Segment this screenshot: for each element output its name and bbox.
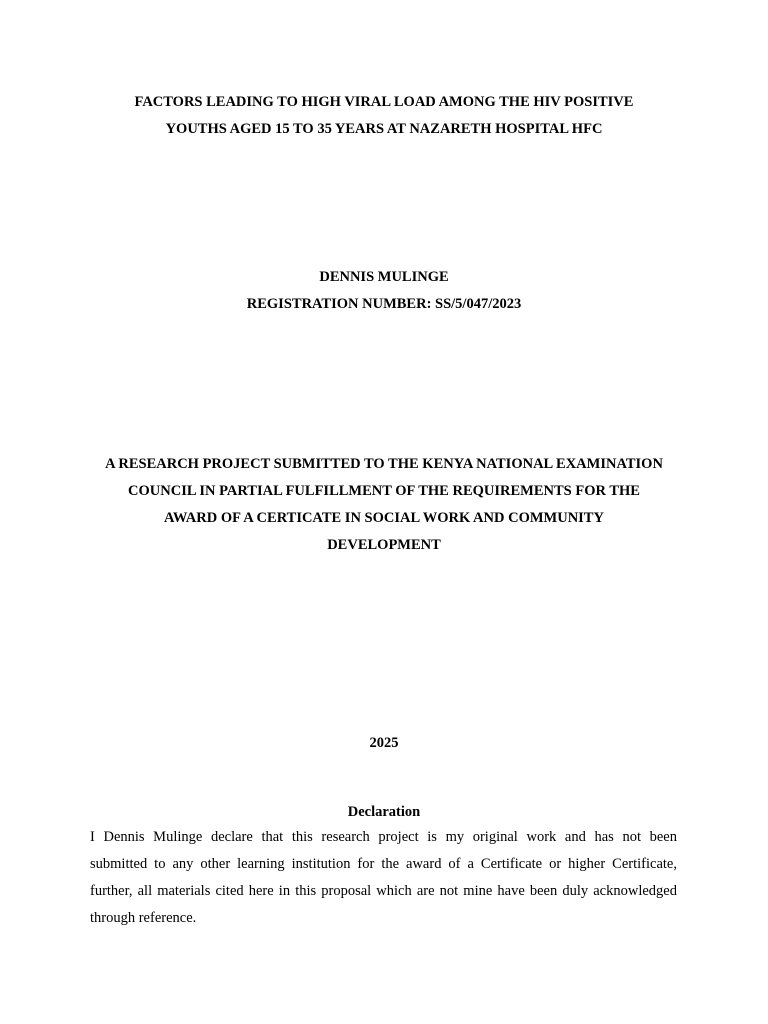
declaration-heading bbox=[90, 799, 678, 826]
title-line: FACTORS LEADING TO HIGH VIRAL LOAD AMONG THE HIV POSITIVE bbox=[134, 94, 634, 110]
declaration-line: I Dennis Mulinge declare that this research project is my original work and has not been bbox=[90, 829, 677, 845]
submission-line: COUNCIL IN PARTIAL FULFILLMENT OF THE REQUIREMENTS FOR THE bbox=[128, 483, 640, 499]
submission-line: A RESEARCH PROJECT SUBMITTED TO THE KENYA NATIONAL EXAMINATION bbox=[105, 456, 663, 472]
year-text: 2025 bbox=[369, 735, 399, 751]
submission-statement bbox=[90, 451, 678, 559]
declaration-paragraph bbox=[90, 824, 677, 932]
submission-line: DEVELOPMENT bbox=[327, 537, 441, 553]
declaration-heading-text: Declaration bbox=[347, 804, 421, 820]
author-name: DENNIS MULINGE bbox=[319, 269, 449, 285]
author-block bbox=[90, 264, 678, 318]
submission-line: AWARD OF A CERTICATE IN SOCIAL WORK AND COMMUNITY bbox=[164, 510, 604, 526]
declaration-line: further, all materials cited here in this proposal which are not mine have been duly acknowledged bbox=[90, 883, 677, 899]
document-title bbox=[90, 89, 678, 143]
declaration-line: submitted to any other learning institution for the award of a Certificate or higher Certificate, bbox=[90, 856, 677, 872]
title-line: YOUTHS AGED 15 TO 35 YEARS AT NAZARETH HOSPITAL HFC bbox=[165, 121, 603, 137]
year bbox=[90, 730, 678, 757]
registration-number: REGISTRATION NUMBER: SS/5/047/2023 bbox=[246, 296, 522, 312]
declaration-line: through reference. bbox=[90, 910, 197, 926]
